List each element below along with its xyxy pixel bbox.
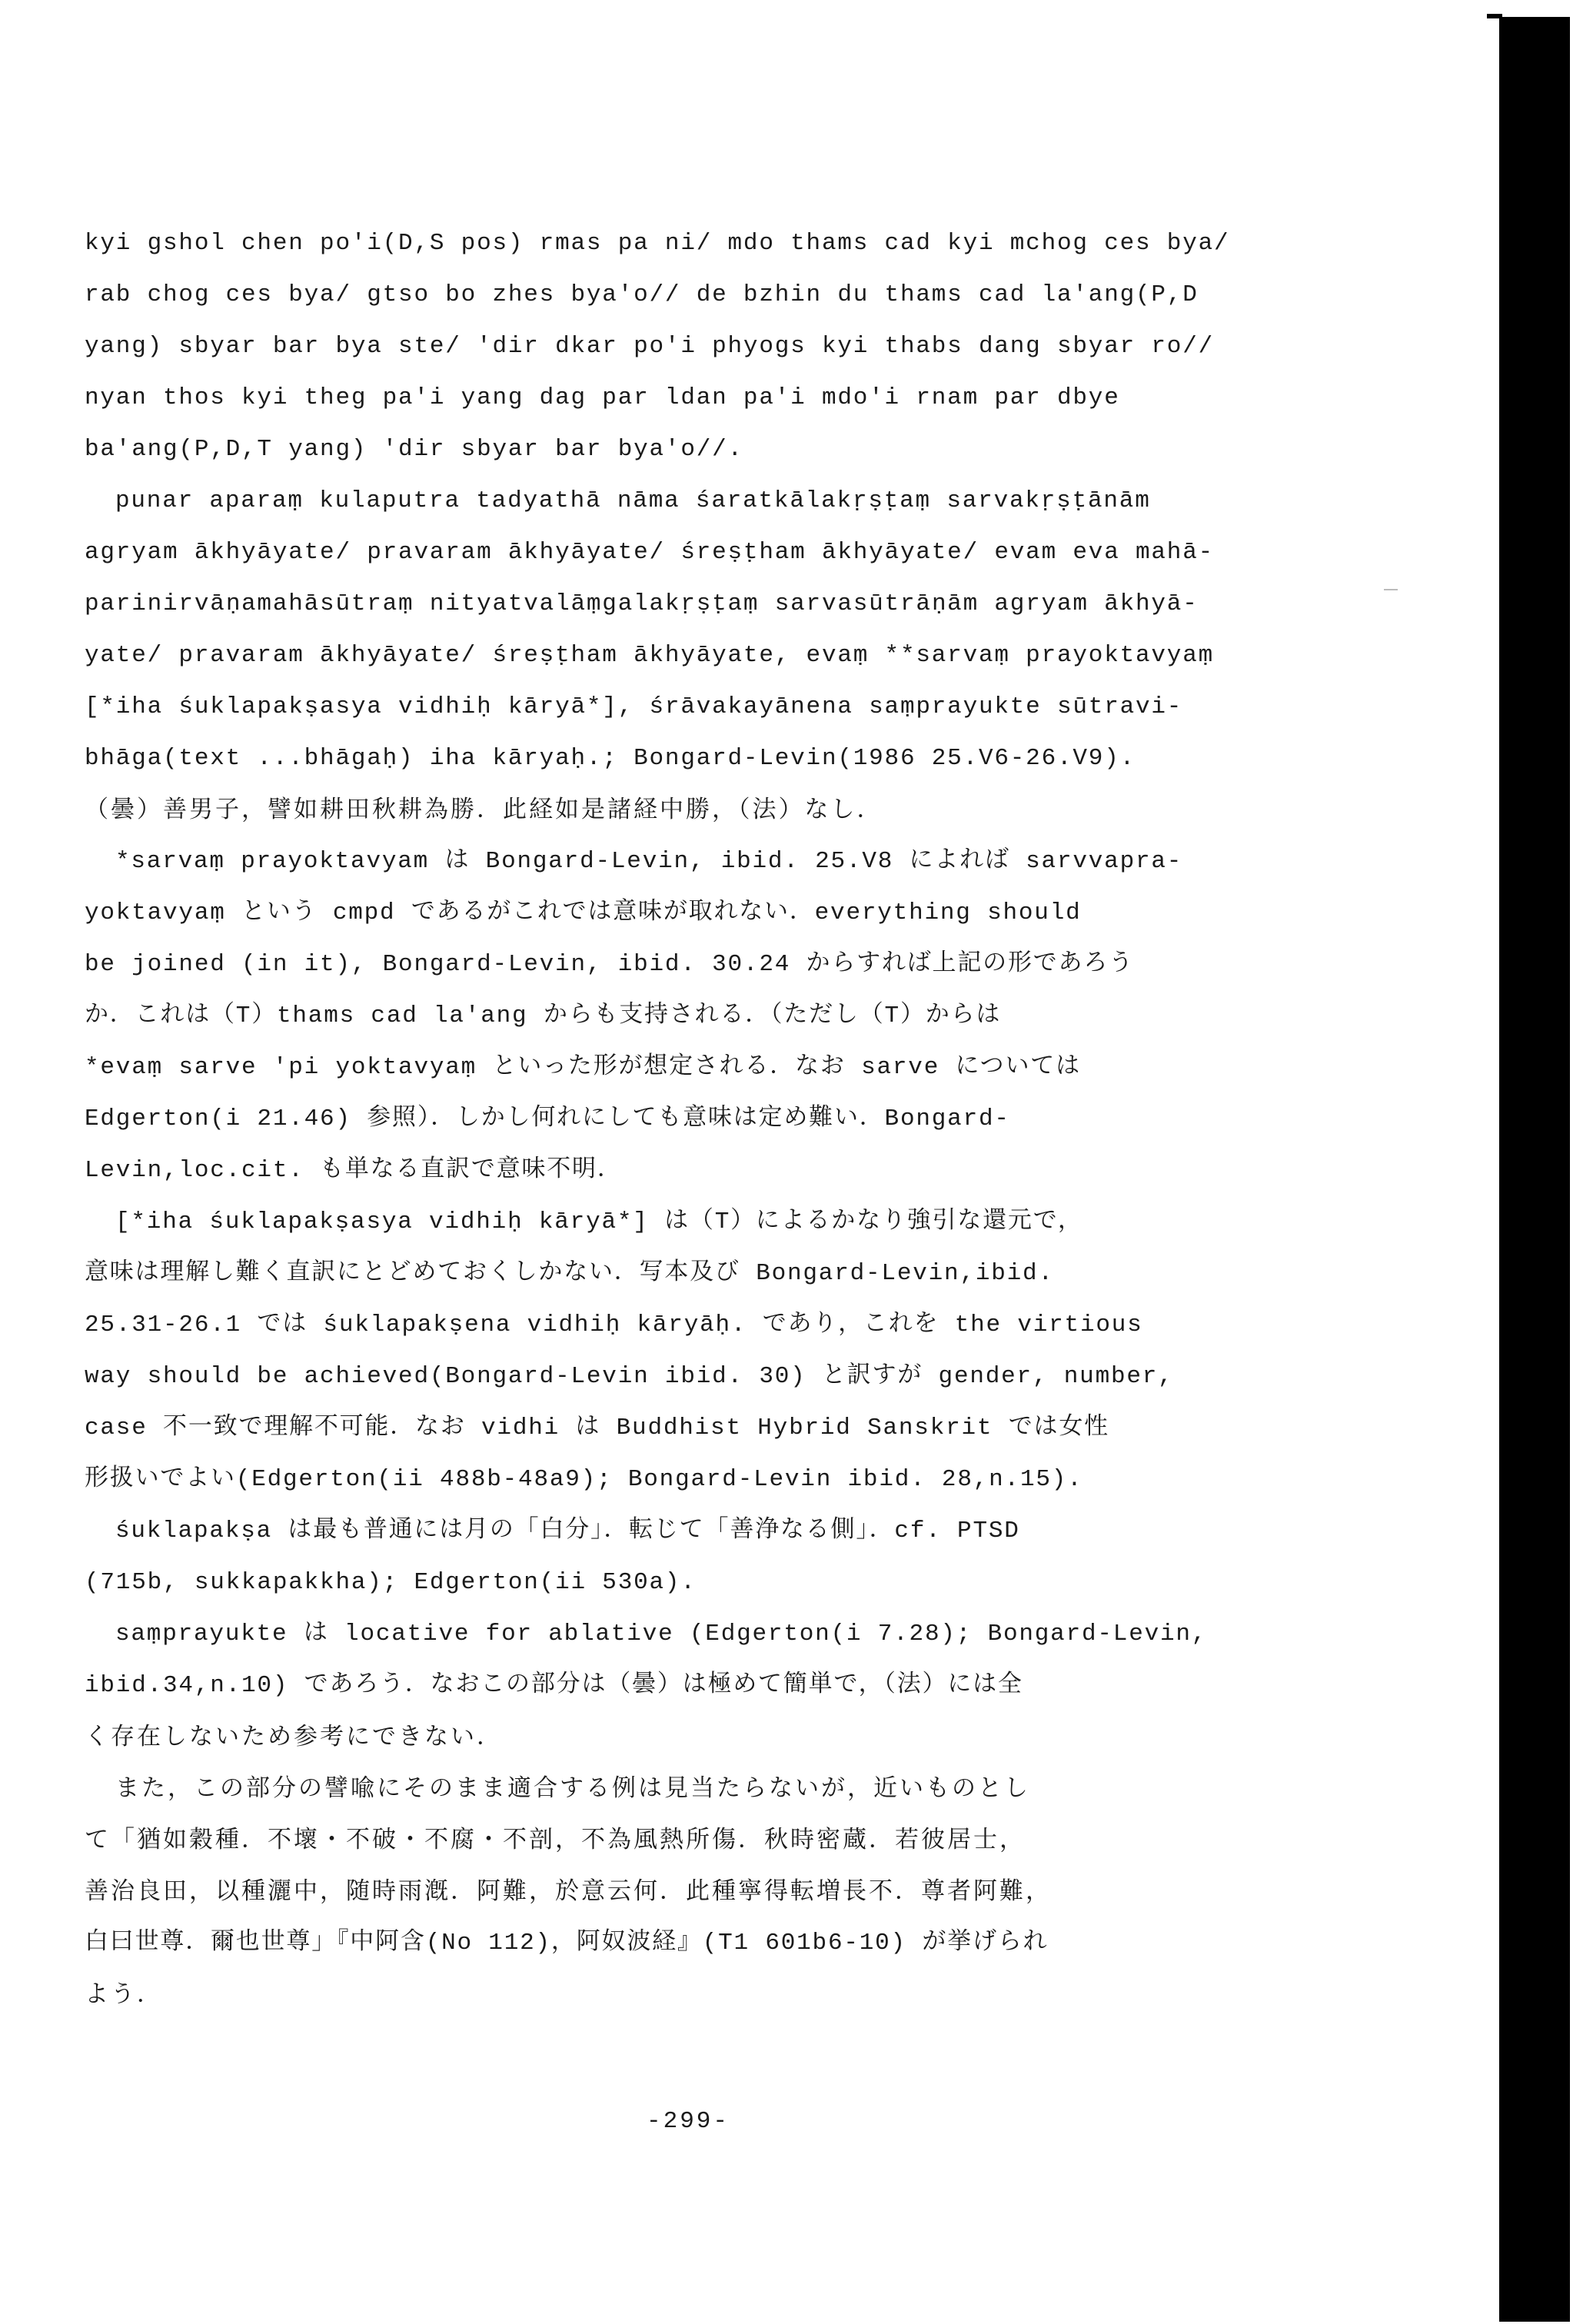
- text-line: [*iha śuklapakṣasya vidhiḥ kāryā*], śrāvakayānena saṃprayukte sūtravi-: [85, 693, 1183, 720]
- text-line: て「猶如穀種．不壞・不破・不腐・不剖，不為風熱所傷．秋時密蔵．若彼居士，: [85, 1826, 1026, 1854]
- text-line: ibid.34,n.10) であろう．なおこの部分は（曇）は極めて簡単で，（法）には全: [85, 1672, 1023, 1699]
- text-line: yang) sbyar bar bya ste/ 'dir dkar po'i phyogs kyi thabs dang sbyar ro//: [85, 333, 1215, 360]
- text-line: か．これは（T）thams cad la'ang からも支持される．（ただし（T）からは: [85, 1002, 1002, 1029]
- page-body: [85, 218, 1307, 2020]
- text-line: rab chog ces bya/ gtso bo zhes bya'o// de bzhin du thams cad la'ang(P,D: [85, 281, 1199, 308]
- page-number: -299-: [646, 2108, 730, 2135]
- text-line: *sarvaṃ prayoktavyam は Bongard-Levin, ibid. 25.V8 によれば sarvvapra-: [115, 848, 1183, 875]
- text-line: way should be achieved(Bongard-Levin ibid. 30) と訳すが gender, number,: [85, 1363, 1174, 1390]
- text-line: (715b, sukkapakkha); Edgerton(ii 530a).: [85, 1569, 697, 1596]
- text-line: （曇）善男子，譬如耕田秋耕為勝．此経如是諸経中勝，（法）なし．: [85, 796, 883, 823]
- text-line: śuklapakṣa は最も普通には月の「白分」．転じて「善浄なる側」．cf. PTSD: [115, 1518, 1020, 1544]
- text-line: 意味は理解し難く直訳にとどめておくしかない．写本及び Bongard-Levin,ibid.: [85, 1260, 1054, 1287]
- text-line: 白曰世尊．爾也世尊」『中阿含(No 112)，阿奴波経』(T1 601b6-10) が挙げられ: [85, 1930, 1049, 1957]
- scan-edge-bar: [1499, 17, 1570, 2322]
- text-line: yoktavyaṃ という cmpd であるがこれでは意味が取れない．everything should: [85, 899, 1082, 926]
- text-line: case 不一致で理解不可能．なお vidhi は Buddhist Hybrid Sanskrit では女性: [85, 1415, 1109, 1441]
- text-line: く存在しないため参考にできない．: [85, 1723, 503, 1750]
- text-line: bhāga(text ...bhāgaḥ) iha kāryaḥ.; Bongard-Levin(1986 25.V6-26.V9).: [85, 745, 1136, 772]
- text-line: yate/ pravaram ākhyāyate/ śreṣṭham ākhyāyate, evaṃ **sarvaṃ prayoktavyaṃ: [85, 642, 1215, 669]
- text-line: 善治良田，以種灑中，随時雨漑．阿難，於意云何．此種寧得転増長不．尊者阿難，: [85, 1877, 1052, 1905]
- text-line: punar aparaṃ kulaputra tadyathā nāma śaratkālakṛṣṭaṃ sarvakṛṣṭānām: [115, 487, 1151, 514]
- text-line: be joined (in it), Bongard-Levin, ibid. 30.24 からすれば上記の形であろう: [85, 951, 1134, 978]
- text-line: 形扱いでよい(Edgerton(ii 488b-48a9); Bongard-Levin ibid. 28,n.15).: [85, 1466, 1083, 1493]
- text-line: kyi gshol chen po'i(D,S pos) rmas pa ni/ mdo thams cad kyi mchog ces bya/: [85, 230, 1230, 257]
- text-line: よう．: [85, 1980, 163, 2008]
- text-line: Levin,loc.cit. も単なる直訳で意味不明．: [85, 1157, 623, 1184]
- scan-artifact: [1384, 589, 1398, 590]
- text-line: parinirvāṇamahāsūtraṃ nityatvalāṃgalakṛṣṭaṃ sarvasūtrāṇām agryam ākhyā-: [85, 590, 1199, 617]
- text-line: *evaṃ sarve 'pi yoktavyaṃ といった形が想定される．なお sarve については: [85, 1054, 1081, 1081]
- text-line: nyan thos kyi theg pa'i yang dag par ldan pa'i mdo'i rnam par dbye: [85, 384, 1120, 411]
- text-line: agryam ākhyāyate/ pravaram ākhyāyate/ śreṣṭham ākhyāyate/ evam eva mahā-: [85, 539, 1215, 566]
- text-line: [*iha śuklapakṣasya vidhiḥ kāryā*] は（T）によるかなり強引な還元で，: [115, 1209, 1083, 1235]
- text-line: saṃprayukte は locative for ablative (Edgerton(i 7.28); Bongard-Levin,: [115, 1621, 1208, 1647]
- text-line: ba'ang(P,D,T yang) 'dir sbyar bar bya'o//.: [85, 436, 743, 463]
- text-line: Edgerton(i 21.46) 参照）．しかし何れにしても意味は定め難い．Bongard-: [85, 1105, 1010, 1132]
- text-line: また，この部分の譬喩にそのまま適合する例は見当たらないが，近いものとし: [115, 1774, 1030, 1802]
- text-line: 25.31-26.1 では śuklapakṣena vidhiḥ kāryāḥ. であり，これを the virtious: [85, 1312, 1143, 1338]
